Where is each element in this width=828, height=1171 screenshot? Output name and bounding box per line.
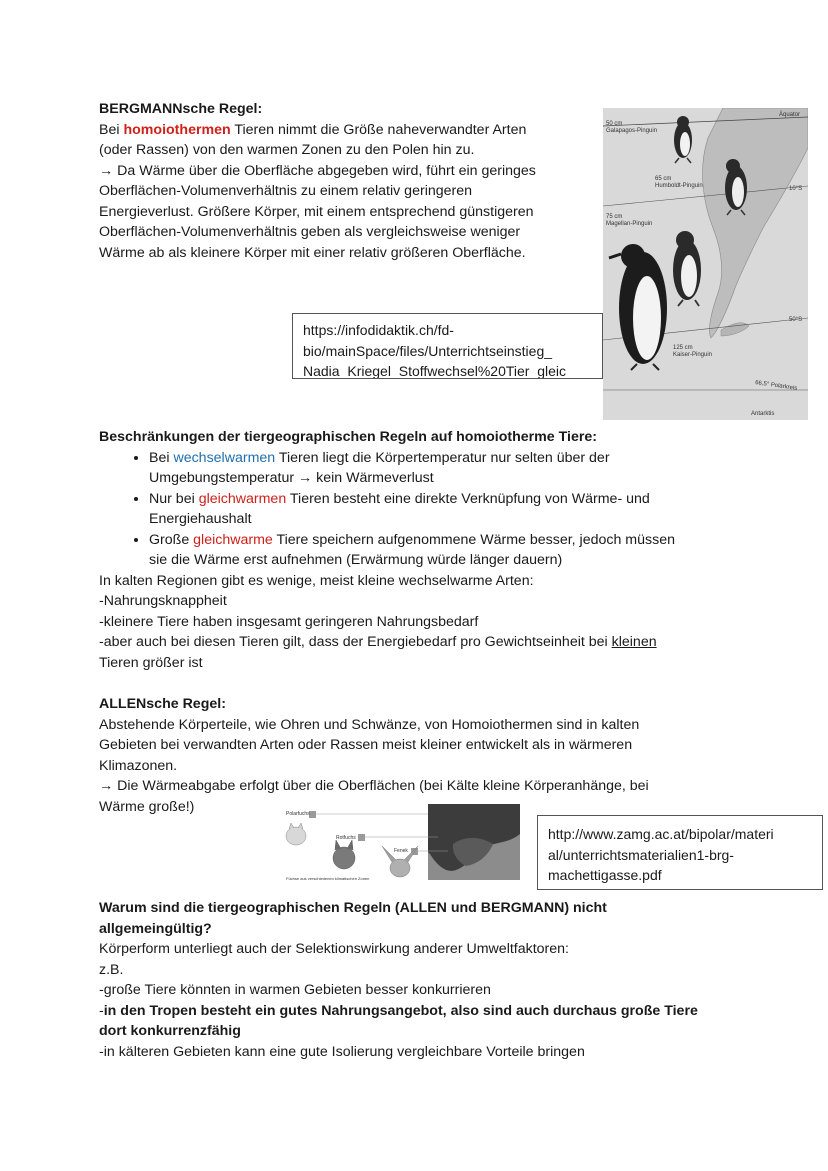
latitude-label: 10°S xyxy=(789,186,803,192)
paragraph-line: -kleinere Tiere haben insgesamt geringeren Nahrungsbedarf xyxy=(99,613,479,630)
why-line: z.B. xyxy=(99,961,124,978)
paragraph-line: Tieren größer ist xyxy=(99,654,203,671)
bergmann-line: Oberflächen-Volumenverhältnis zu einem relativ geringeren xyxy=(99,183,473,199)
bergmann-line: Bei homoiothermen Tieren nimmt die Größe naheverwandter Arten xyxy=(99,121,527,138)
why-line: -in den Tropen besteht ein gutes Nahrungsangebot, also sind auch durchaus große Tiere xyxy=(99,1002,698,1019)
equator-label: Äquator xyxy=(779,112,801,118)
list-item: • Große gleichwarme Tiere speichern aufgenommene Wärme besser, jedoch müssen sie die Wärme erst aufnehmen (Erwärmung würde länger dauern) xyxy=(149,530,719,571)
paragraph-line: -aber auch bei diesen Tieren gilt, dass der Energiebedarf pro Gewichtseinheit bei kleinen xyxy=(99,634,657,650)
fox-figure xyxy=(278,804,520,884)
why-line: -große Tiere könnten in warmen Gebieten besser konkurrieren xyxy=(99,982,491,998)
allen-section xyxy=(99,694,719,817)
link2-line: al/unterrichtsmaterialien1-brg- xyxy=(548,846,734,863)
polar-circle-label: 66,5° Polarkreis xyxy=(754,380,798,392)
list-item: • Nur bei gleichwarmen Tieren besteht eine direkte Verknüpfung von Wärme- und Energiehaushalt xyxy=(149,489,719,530)
penguin-map-figure xyxy=(603,108,808,420)
allen-title: ALLENsche Regel: xyxy=(99,696,226,712)
paragraph-line: In kalten Regionen gibt es wenige, meist kleine wechselwarme Arten: xyxy=(99,572,534,589)
penguin-name-label: Humboldt-Pinguin xyxy=(655,183,703,189)
allen-line: Wärme große!) xyxy=(99,798,195,815)
bergmann-line: → Da Wärme über die Oberfläche abgegeben wird, führt ein geringes xyxy=(99,162,536,179)
link1-line: Nadia_Kriegel_Stoffwechsel%20Tier_gleic xyxy=(303,363,567,379)
penguin-name-label: Galapagos-Pinguin xyxy=(606,128,658,134)
penguin-size-label: 65 cm xyxy=(655,176,672,182)
why-section xyxy=(99,898,739,1062)
antarctica-label: Antarktis xyxy=(751,411,775,417)
penguin-name-label: Kaiser-Pinguin xyxy=(673,352,713,358)
why-line: Körperform unterliegt auch der Selektionswirkung anderer Umweltfaktoren: xyxy=(99,941,569,957)
bergmann-line: (oder Rassen) von den warmen Zonen zu den Polen hin zu. xyxy=(99,142,475,158)
why-line: dort konkurrenzfähig xyxy=(99,1023,241,1039)
bergmann-line: Oberflächen-Volumenverhältnis geben als vergleichsweise weniger xyxy=(99,224,521,240)
bergmann-title: BERGMANNsche Regel: xyxy=(99,101,263,117)
latitude-label: 50°S xyxy=(789,317,803,323)
wechselwarm-term: wechselwarmen xyxy=(173,449,276,466)
fox-label: Fenek xyxy=(394,848,408,854)
link1-line: bio/mainSpace/files/Unterrichtseinstieg_ xyxy=(303,342,553,359)
list-item: • Bei wechselwarmen Tieren liegt die Körpertemperatur nur selten über der Umgebungstemperatur → kein Wärmeverlust xyxy=(149,448,719,489)
penguin-size-label: 125 cm xyxy=(673,345,693,351)
source-link-box-1[interactable] xyxy=(292,313,603,379)
allen-line: Gebieten bei verwandten Arten oder Rassen meist kleiner entwickelt als in wärmeren xyxy=(99,737,633,753)
penguin-size-label: 75 cm xyxy=(606,214,623,220)
link2-line: http://www.zamg.ac.at/bipolar/materi xyxy=(548,826,774,842)
link1-line: https://infodidaktik.ch/fd- xyxy=(303,322,454,338)
homoiothermen-term: homoiothermen xyxy=(123,121,231,138)
gleichwarm-term: gleichwarme xyxy=(193,531,273,548)
allen-line: → Die Wärmeabgabe erfolgt über die Oberflächen (bei Kälte kleine Körperanhänge, bei xyxy=(99,778,649,794)
paragraph-line: -Nahrungsknappheit xyxy=(99,593,227,609)
fox-label: Polarfuchs xyxy=(286,811,310,817)
restrictions-section xyxy=(99,427,719,673)
penguin-name-label: Magellan-Pinguin xyxy=(606,221,653,227)
restrictions-title: Beschränkungen der tiergeographischen Regeln auf homoiotherme Tiere: xyxy=(99,429,597,445)
link2-line: machettigasse.pdf xyxy=(548,867,662,883)
why-title: Warum sind die tiergeographischen Regeln (ALLEN und BERGMANN) nicht xyxy=(99,900,607,916)
kleinen-underlined: kleinen xyxy=(611,634,657,650)
bergmann-line: Wärme ab als kleinere Körper mit einer relativ größeren Oberfläche. xyxy=(99,244,526,261)
bergmann-line: Energieverlust. Größere Körper, mit einem entsprechend günstigeren xyxy=(99,203,534,220)
gleichwarm-term: gleichwarmen xyxy=(198,490,287,507)
why-title: allgemeingültig? xyxy=(99,920,212,937)
fox-label: Rotfuchs xyxy=(336,835,356,841)
bergmann-section xyxy=(99,99,579,263)
allen-line: Abstehende Körperteile, wie Ohren und Schwänze, von Homoiothermen sind in kalten xyxy=(99,716,640,733)
restrictions-list xyxy=(99,448,719,571)
why-line: -in kälteren Gebieten kann eine gute Isolierung vergleichbare Vorteile bringen xyxy=(99,1043,585,1060)
source-link-box-2[interactable] xyxy=(537,815,823,890)
allen-line: Klimazonen. xyxy=(99,757,178,774)
penguin-size-label: 50 cm xyxy=(606,121,623,127)
fox-caption: Füchse aus verschiedenen klimatischen Zonen xyxy=(286,876,370,881)
